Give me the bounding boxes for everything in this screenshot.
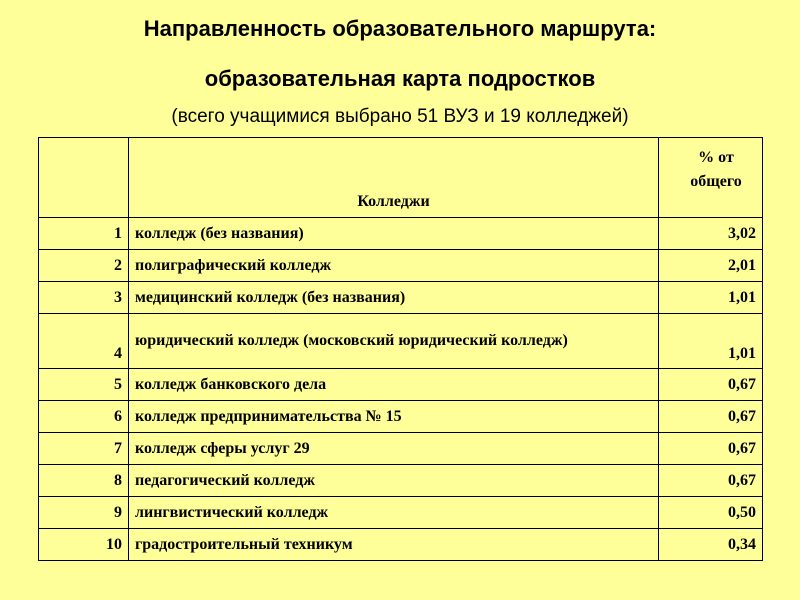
table-header-row: [39, 138, 763, 218]
row-number: 8: [39, 465, 129, 497]
table-row: [39, 250, 763, 282]
college-name: педагогический колледж: [129, 465, 659, 497]
college-name: лингвистический колледж: [129, 497, 659, 529]
colleges-table: [38, 137, 763, 561]
row-number: 1: [39, 218, 129, 250]
percent-value: 0,50: [659, 497, 763, 529]
college-name: колледж сферы услуг 29: [129, 433, 659, 465]
table-row: [39, 401, 763, 433]
row-number: 4: [39, 314, 129, 369]
row-number: 5: [39, 369, 129, 401]
row-number: 2: [39, 250, 129, 282]
row-number: 3: [39, 282, 129, 314]
header-percent-label: % от общего: [690, 149, 742, 190]
college-name: колледж банковского дела: [129, 369, 659, 401]
college-name: градостроительный техникум: [129, 529, 659, 561]
table-row: [39, 282, 763, 314]
table-row: [39, 529, 763, 561]
table-row: [39, 218, 763, 250]
table-row: [39, 314, 763, 369]
college-name: юридический колледж (московский юридический колледж): [129, 314, 659, 369]
percent-value: 0,34: [659, 529, 763, 561]
college-name: колледж предпринимательства № 15: [129, 401, 659, 433]
college-name: медицинский колледж (без названия): [129, 282, 659, 314]
page-subtitle: образовательная карта подростков: [204, 66, 596, 91]
summary-note: (всего учащимися выбрано 51 ВУЗ и 19 колледжей): [171, 106, 629, 127]
row-number: 7: [39, 433, 129, 465]
table-row: [39, 433, 763, 465]
row-number: 6: [39, 401, 129, 433]
page-title: Направленность образовательного маршрута:: [143, 16, 657, 41]
college-name: полиграфический колледж: [129, 250, 659, 282]
table-row: [39, 497, 763, 529]
percent-value: 0,67: [659, 369, 763, 401]
row-number: 9: [39, 497, 129, 529]
percent-value: 2,01: [659, 250, 763, 282]
header-number: [39, 138, 129, 218]
college-name: колледж (без названия): [129, 218, 659, 250]
percent-value: 3,02: [659, 218, 763, 250]
percent-value: 0,67: [659, 465, 763, 497]
table-row: [39, 465, 763, 497]
header-colleges: Колледжи: [129, 138, 659, 218]
percent-value: 1,01: [659, 314, 763, 369]
row-number: 10: [39, 529, 129, 561]
percent-value: 0,67: [659, 433, 763, 465]
table-row: [39, 369, 763, 401]
header-percent: [659, 138, 763, 218]
percent-value: 0,67: [659, 401, 763, 433]
percent-value: 1,01: [659, 282, 763, 314]
